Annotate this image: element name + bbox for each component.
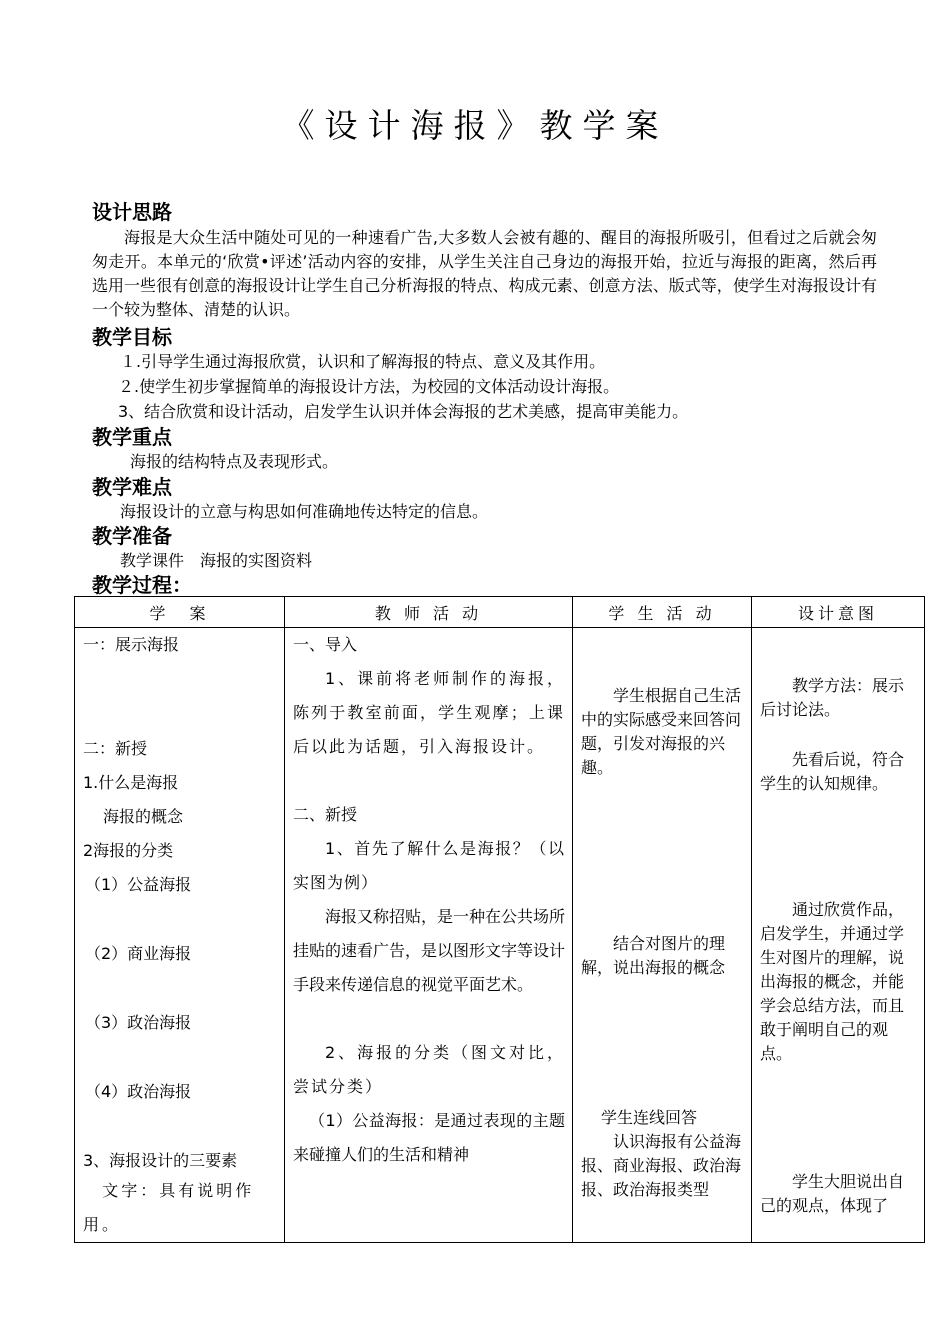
- teacher-q2-text: （1）公益海报：是通过表现的主题来碰撞人们的生活和精神: [293, 1111, 565, 1164]
- key-points-text: 海报的结构特点及表现形式。: [130, 452, 339, 471]
- plan-item: 海报的概念: [103, 807, 184, 826]
- plan-item: 3、海报设计的三要素: [83, 1151, 238, 1170]
- teacher-q2: 2、海报的分类（图文对比，尝试分类）: [293, 1043, 565, 1096]
- header-design-intent: 设计意图: [752, 597, 925, 628]
- plan-item: （3）政治海报: [85, 1013, 192, 1032]
- header-study-plan: 学 案: [75, 597, 285, 628]
- table-row: [75, 628, 925, 1243]
- table-header-row: [75, 597, 925, 628]
- plan-item: （2）商业海报: [85, 944, 192, 963]
- design-intent-3: 通过欣赏作品，启发学生，并通过学生对图片的理解，说出海报的概念，并能学会总结方法，而且敢于阐明自己的观点。: [760, 900, 905, 1063]
- plan-item: 二：新授: [83, 739, 148, 758]
- teacher-intro-heading: 一、导入: [293, 635, 358, 654]
- design-intent-cell: [752, 628, 925, 1243]
- difficulty-heading: 教学难点: [92, 475, 172, 499]
- design-intent-1: 教学方法：展示后讨论法。: [760, 676, 905, 719]
- page-title: 《设计海报》教学案: [281, 106, 669, 145]
- teacher-new-heading: 二、新授: [293, 805, 358, 824]
- student-activity-4: 认识海报有公益海报、商业海报、政治海报、政治海报类型: [581, 1132, 742, 1199]
- student-activity-2: 结合对图片的理解，说出海报的概念: [581, 934, 726, 977]
- teacher-q1-text: 海报又称招贴，是一种在公共场所挂贴的速看广告，是以图形文字等设计手段来传递信息的视觉平面艺术。: [293, 907, 566, 994]
- plan-item: 文字：具有说明作用。: [83, 1181, 255, 1234]
- plan-item: 一：展示海报: [83, 635, 180, 654]
- goals-heading: 教学目标: [92, 325, 172, 349]
- design-idea-heading: 设计思路: [92, 200, 172, 224]
- plan-item: （1）公益海报: [85, 875, 192, 894]
- student-activity-3: 学生连线回答: [601, 1108, 698, 1127]
- header-teacher-activity: 教 师 活 动: [285, 597, 573, 628]
- teacher-q1: 1、首先了解什么是海报？（以实图为例）: [293, 839, 565, 892]
- teacher-intro-text: 1、课前将老师制作的海报，陈列于教室前面，学生观摩；上课后以此为话题，引入海报设计。: [293, 669, 565, 756]
- process-heading: 教学过程：: [92, 573, 192, 597]
- plan-item: 1.什么是海报: [83, 773, 179, 792]
- preparation-text: 教学课件 海报的实图资料: [120, 551, 313, 570]
- design-intent-2: 先看后说，符合学生的认知规律。: [760, 750, 905, 793]
- goal-item-3: 3、结合欣赏和设计活动，启发学生认识并体会海报的艺术美感，提高审美能力。: [118, 402, 689, 421]
- design-idea-text: 海报是大众生活中随处可见的一种速看广告,大多数人会被有趣的、醒目的海报所吸引，但看过之后就会匆匆走开。本单元的‘欣赏•评述’活动内容的安排，从学生关注自己身边的海报开始，拉近与海报的距离，然后再选用一些很有创意的海报设计让学生自己分析海报的特点、构成元素、创意方法、版式等，使学生对海报设计有一个较为整体、清楚的认识。: [92, 228, 877, 319]
- study-plan-cell: [75, 628, 285, 1243]
- plan-item: 2海报的分类: [83, 841, 174, 860]
- goal-item-2: ２.使学生初步掌握简单的海报设计方法，为校园的文体活动设计海报。: [118, 377, 620, 396]
- student-activity-1: 学生根据自己生活中的实际感受来回答问题，引发对海报的兴趣。: [581, 686, 742, 777]
- goal-item-1: １.引导学生通过海报欣赏，认识和了解海报的特点、意义及其作用。: [120, 352, 606, 371]
- plan-item: （4）政治海报: [85, 1082, 192, 1101]
- teacher-activity-cell: [285, 628, 573, 1243]
- design-intent-4: 学生大胆说出自己的观点，体现了: [760, 1172, 905, 1215]
- difficulty-text: 海报设计的立意与构思如何准确地传达特定的信息。: [120, 502, 489, 521]
- key-points-heading: 教学重点: [92, 425, 172, 449]
- preparation-heading: 教学准备: [92, 524, 172, 548]
- student-activity-cell: [573, 628, 752, 1243]
- header-student-activity: 学 生 活 动: [573, 597, 752, 628]
- lesson-table: [74, 596, 925, 1243]
